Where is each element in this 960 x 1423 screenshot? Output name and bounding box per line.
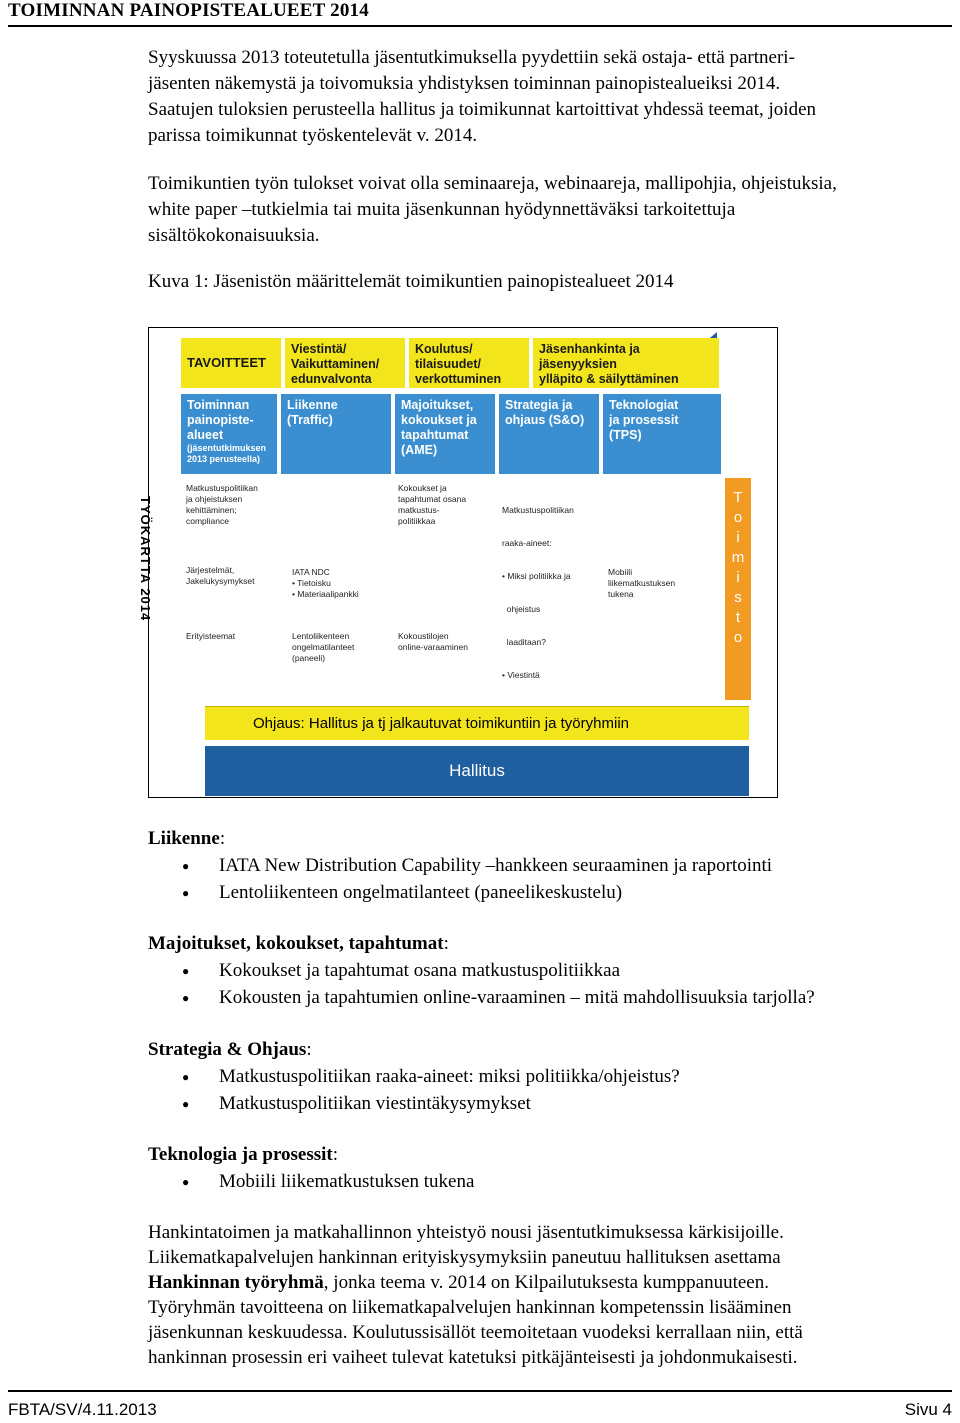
painopiste-line: alueet — [187, 428, 224, 442]
jasenhankinta-cell — [533, 338, 719, 388]
painopiste-note: 2013 perusteella) — [187, 454, 261, 464]
list-item: ● Matkustuspolitiikan viestintäkysymykset — [148, 1091, 938, 1117]
intro-line: Toimikuntien työn tulokset voivat olla seminaareja, webinaareja, mallipohjia, ohjeistuksia, — [148, 173, 837, 194]
so-item-line: • Viestintä — [502, 670, 540, 680]
viestinta-cell — [285, 338, 405, 388]
left-item-line: ja ohjeistuksen — [186, 494, 243, 504]
toimisto-letter: o — [733, 509, 743, 526]
jasenhankinta-line: Jäsenhankinta ja — [539, 342, 640, 356]
koulutus-cell — [409, 338, 529, 388]
section-list — [148, 1064, 938, 1117]
jasenhankinta-line: ylläpito & säilyttäminen — [539, 372, 679, 386]
viestinta-line: Viestintä/ — [291, 342, 347, 356]
tyokartta-label: TYÖKARTTA 2014 — [138, 496, 153, 622]
koulutus-line: Koulutus/ — [415, 342, 473, 356]
teknologiat-header-line: Teknologiat — [609, 398, 679, 412]
majoitukset-header-line: (AME) — [401, 443, 438, 457]
so-item-line: laaditaan? — [502, 637, 546, 647]
figure-caption: Kuva 1: Jäsenistön määrittelemät toimikuntien painopistealueet 2014 — [148, 271, 674, 292]
teknologiat-header-line: (TPS) — [609, 428, 642, 442]
focus-areas-figure — [138, 327, 778, 798]
toimisto-letter: t — [735, 609, 741, 626]
liikenne-item-line: IATA NDC — [292, 567, 330, 577]
koulutus-line: verkottuminen — [415, 372, 502, 386]
section-list — [148, 1169, 938, 1195]
viestinta-line: Vaikuttaminen/ — [291, 357, 380, 371]
strategia-header-line: ohjaus (S&O) — [505, 413, 585, 427]
painopiste-line: Toiminnan — [187, 398, 250, 412]
left-item-line: Matkustuspolitiikan — [186, 483, 258, 493]
majoitukset-header-line: tapahtumat — [401, 428, 469, 442]
left-item-line: Järjestelmät, — [186, 565, 235, 575]
majoitukset-header-line: Majoitukset, — [401, 398, 474, 412]
ohjaus-bar: Ohjaus: Hallitus ja tj jalkautuvat toimikuntiin ja työryhmiin — [205, 706, 749, 740]
teknologiat-header-cell — [603, 394, 721, 474]
footer-doc-id: FBTA/SV/4.11.2013 — [8, 1400, 157, 1419]
liikenne-item-line: Lentoliikenteen — [292, 631, 350, 641]
painopiste-note: (jäsentutkimuksen — [187, 443, 267, 453]
liikenne-item — [287, 628, 387, 667]
tps-item-line: Mobiili — [608, 567, 633, 577]
liikenne-item-line: ongelmatilanteet — [292, 642, 355, 652]
ame-item — [393, 480, 493, 530]
viestinta-line: edunvalvonta — [291, 372, 372, 386]
intro-line: parissa toimikunnat työskentelevät v. 2014. — [148, 125, 478, 146]
toimisto-letter: T — [733, 489, 743, 506]
intro-line: Syyskuussa 2013 toteutetulla jäsentutkimuksella pyydettiin sekä ostaja- että partneri- — [148, 47, 795, 68]
closing-line: Hankintatoimen ja matkahallinnon yhteistyö nousi jäsentutkimuksessa kärkisijoille. — [148, 1222, 784, 1243]
page-header: TOIMINNAN PAINOPISTEALUEET 2014 — [8, 0, 952, 27]
left-item-line: Erityisteemat — [186, 631, 236, 641]
jasenhankinta-line: jäsenyyksien — [539, 357, 617, 371]
closing-paragraph — [148, 1220, 938, 1370]
section-title: Teknologia ja prosessit: — [148, 1144, 339, 1165]
closing-line: Työryhmän tavoitteena on liikematkapalvelujen hankinnan kompetenssin lisääminen — [148, 1297, 792, 1318]
left-item — [181, 562, 281, 590]
section-title: Majoitukset, kokoukset, tapahtumat: — [148, 933, 449, 954]
section-title: Liikenne: — [148, 828, 226, 849]
liikenne-header-line: Liikenne — [287, 398, 338, 412]
intro-line: jäsenten näkemystä ja toivomuksia yhdistyksen toiminnan painopistealueiksi 2014. — [148, 73, 781, 94]
section-title-text: Majoitukset, kokoukset, tapahtumat — [148, 933, 444, 954]
ame-item-line: tapahtumat osana — [398, 494, 467, 504]
section-list — [148, 853, 938, 906]
painopiste-cell — [181, 394, 277, 474]
majoitukset-header-line: kokoukset ja — [401, 413, 477, 427]
liikenne-item-line: (paneeli) — [292, 653, 326, 663]
intro — [148, 45, 948, 295]
closing-line: hankinnan prosessin eri vaiheet tulevat katetuksi pitkäjänteisesti ja johdonmukaisesti. — [148, 1347, 798, 1368]
hallitus-bar: Hallitus — [205, 746, 749, 796]
list-item: ● IATA New Distribution Capability –hankkeen seuraaminen ja raportointi — [148, 853, 938, 879]
liikenne-header-cell — [281, 394, 391, 474]
so-item-line: • Miksi politiikka ja — [502, 571, 571, 581]
ame-item-line: Kokoustilojen — [398, 631, 449, 641]
toimisto-letter: m — [731, 549, 745, 566]
section-list — [148, 958, 938, 1011]
section-title: Strategia & Ohjaus: — [148, 1039, 312, 1060]
strategia-header-cell — [499, 394, 599, 474]
section-title-text: Teknologia ja prosessit — [148, 1144, 333, 1165]
intro-paragraph-1 — [148, 45, 948, 149]
closing-line: jäsenkunnan keskuudessa. Koulutussisällöt teemoitetaan vuodeksi kerrallaan niin, että — [148, 1322, 803, 1343]
closing-bold: Hankinnan työryhmä — [148, 1272, 324, 1293]
left-item — [181, 480, 281, 530]
koulutus-line: tilaisuudet/ — [415, 357, 481, 371]
toimisto-bar — [725, 478, 751, 700]
list-item: ● Kokousten ja tapahtumien online-varaaminen – mitä mahdollisuuksia tarjolla? — [148, 985, 938, 1011]
intro-paragraph-2 — [148, 171, 948, 249]
ame-item-line: politiikkaa — [398, 516, 436, 526]
so-item-line: Matkustuspolitiikan — [502, 505, 574, 515]
section-title-text: Strategia & Ohjaus — [148, 1039, 307, 1060]
liikenne-header-line: (Traffic) — [287, 413, 333, 427]
majoitukset-header-cell — [395, 394, 495, 474]
tps-item — [603, 564, 713, 603]
section-title-text: Liikenne — [148, 828, 220, 849]
intro-line: sisältökokonaisuuksia. — [148, 225, 320, 246]
toimisto-letter: i — [736, 569, 740, 586]
footer-page-number: Sivu 4 — [904, 1400, 952, 1419]
list-item: ● Matkustuspolitiikan raaka-aineet: miksi politiikka/ohjeistus? — [148, 1064, 938, 1090]
list-item: ● Mobiili liikematkustuksen tukena — [148, 1169, 938, 1195]
left-item-line: kehittäminen; — [186, 505, 237, 515]
intro-line: Saatujen tuloksien perusteella hallitus ja toimikunnat kartoittivat yhdessä teemat, joiden — [148, 99, 817, 120]
left-item — [181, 628, 281, 645]
liikenne-item — [287, 564, 387, 603]
liikenne-item-line: • Tietoisku — [292, 578, 331, 588]
closing-line: Liikematkapalvelujen hankinnan erityiskysymyksiin paneutuu hallituksen asettama — [148, 1247, 781, 1268]
intro-line: white paper –tutkielmia tai muita jäsenkunnan hyödynnettäväksi tarkoitettuja — [148, 199, 736, 220]
closing-line: , jonka teema v. 2014 on Kilpailutuksesta kumppanuuteen. — [323, 1272, 769, 1293]
list-item: ● Kokoukset ja tapahtumat osana matkustuspolitiikkaa — [148, 958, 938, 984]
teknologiat-header-line: ja prosessit — [609, 413, 679, 427]
tps-item-line: liikematkustuksen — [608, 578, 676, 588]
list-item: ● Lentoliikenteen ongelmatilanteet (paneelikeskustelu) — [148, 880, 938, 906]
so-item-line: ohjeistus — [502, 604, 541, 614]
ame-item-line: Kokoukset ja — [398, 483, 447, 493]
toimisto-letter: i — [736, 529, 740, 546]
so-item — [497, 480, 603, 706]
left-item-line: Jakelukysymykset — [186, 576, 255, 586]
ame-item-line: matkustus- — [398, 505, 440, 515]
liikenne-item-line: • Materiaalipankki — [292, 589, 359, 599]
section-teknologia — [148, 1142, 938, 1195]
toimisto-letter: o — [733, 629, 743, 646]
strategia-header-line: Strategia ja — [505, 398, 573, 412]
painopiste-line: painopiste- — [187, 413, 254, 427]
ame-item — [393, 628, 493, 656]
section-strategia — [148, 1037, 938, 1117]
so-item-line: raaka-aineet: — [502, 538, 552, 548]
tps-item-line: tukena — [608, 589, 634, 599]
ame-item-line: online-varaaminen — [398, 642, 468, 652]
section-liikenne — [148, 826, 938, 906]
page-footer — [8, 1390, 952, 1420]
tavoitteet-cell: TAVOITTEET — [181, 338, 281, 388]
toimisto-letter: s — [734, 589, 742, 606]
section-majoitukset — [148, 931, 938, 1011]
left-item-line: compliance — [186, 516, 229, 526]
